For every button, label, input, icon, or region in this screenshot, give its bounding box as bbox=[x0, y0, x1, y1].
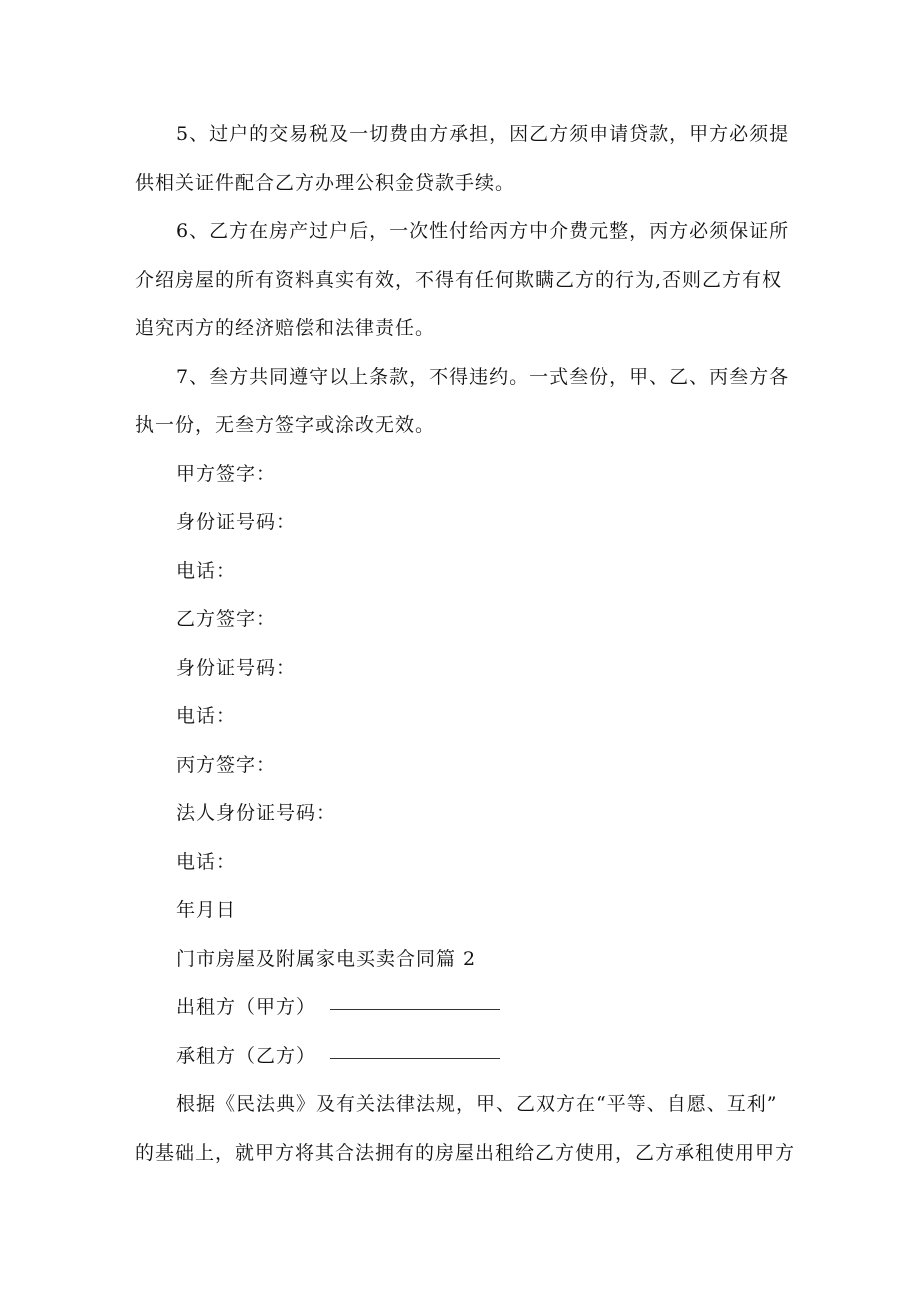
date-line: 年月日 bbox=[176, 899, 237, 921]
clause-7-line-2: 执一份，无叁方签字或涂改无效。 bbox=[135, 414, 436, 436]
party-c-signature-label: 丙方签字： bbox=[176, 754, 277, 776]
party-a-signature-label: 甲方签字： bbox=[176, 463, 277, 485]
lessor-blank-line bbox=[330, 1008, 500, 1010]
lessor-label: 出租方（甲方） bbox=[176, 996, 317, 1018]
party-b-phone-label: 电话： bbox=[176, 705, 237, 727]
lessor-row bbox=[176, 995, 500, 1019]
preamble-line-2: 的基础上，就甲方将其合法拥有的房屋出租给乙方使用，乙方承租使用甲方 bbox=[135, 1142, 796, 1164]
party-a-id-label: 身份证号码： bbox=[176, 511, 297, 533]
lessee-blank-line bbox=[330, 1057, 500, 1059]
clause-5-line-2: 供相关证件配合乙方办理公积金贷款手续。 bbox=[135, 172, 516, 194]
preamble-line-1: 根据《民法典》及有关法律法规，甲、乙双方在“平等、自愿、互利” bbox=[176, 1093, 778, 1115]
party-b-id-label: 身份证号码： bbox=[176, 657, 297, 679]
party-c-phone-label: 电话： bbox=[176, 851, 237, 873]
clause-6-line-3: 追究丙方的经济赔偿和法律责任。 bbox=[135, 317, 436, 339]
party-b-signature-label: 乙方签字： bbox=[176, 608, 277, 630]
clause-7-line-1: 7、叁方共同遵守以上条款，不得违约。一式叁份，甲、乙、丙叁方各 bbox=[176, 366, 790, 388]
clause-6-line-2: 介绍房屋的所有资料真实有效，不得有任何欺瞒乙方的行为,否则乙方有权 bbox=[135, 269, 783, 291]
party-c-id-label: 法人身份证号码： bbox=[176, 802, 337, 824]
lessee-label: 承租方（乙方） bbox=[176, 1045, 317, 1067]
clause-6-line-1: 6、乙方在房产过户后，一次性付给丙方中介费元整，丙方必须保证所 bbox=[176, 220, 790, 242]
clause-5-line-1: 5、过户的交易税及一切费由方承担，因乙方须申请贷款，甲方必须提 bbox=[176, 123, 790, 145]
section-2-title: 门市房屋及附属家电买卖合同篇 2 bbox=[176, 948, 477, 970]
party-a-phone-label: 电话： bbox=[176, 560, 237, 582]
lessee-row bbox=[176, 1044, 500, 1068]
